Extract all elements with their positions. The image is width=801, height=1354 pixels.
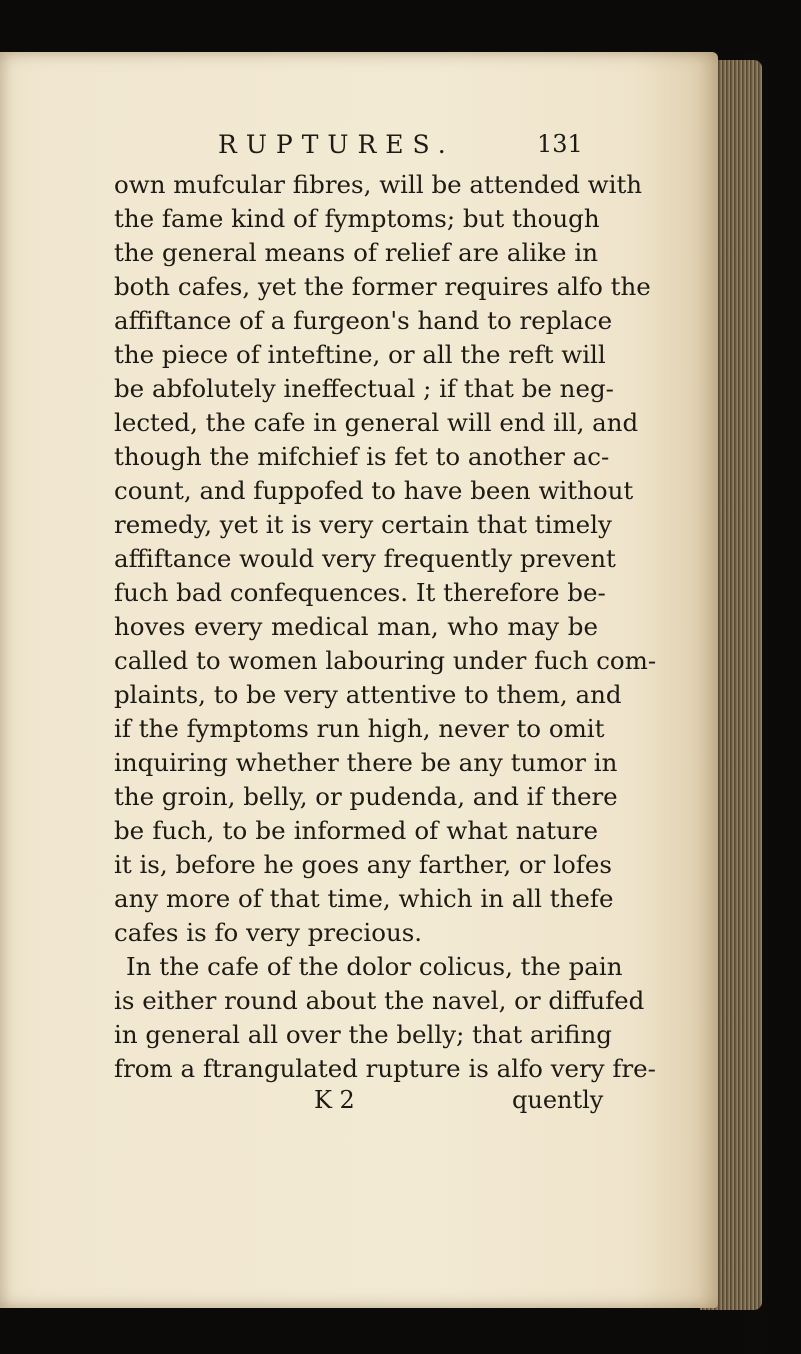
body-line: be fuch, to be informed of what nature <box>114 816 598 845</box>
body-line: inquiring whether there be any tumor in <box>114 748 618 777</box>
paragraph-start-line: In the cafe of the dolor colicus, the pain <box>126 952 623 981</box>
body-line: affiftance of a furgeon's hand to replace <box>114 306 613 335</box>
body-line: fuch bad confequences. It therefore be- <box>114 578 606 607</box>
body-line: the general means of relief are alike in <box>114 238 598 267</box>
paragraph-end-line: cafes is fo very precious. <box>114 918 423 947</box>
body-line: it is, before he goes any farther, or lofes <box>114 850 612 879</box>
body-line: the piece of inteftine, or all the reft will <box>114 340 606 369</box>
body-line: own mufcular fibres, will be attended with <box>114 170 643 199</box>
body-line: both cafes, yet the former requires alfo the <box>114 272 651 301</box>
body-line: is either round about the navel, or diffufed <box>114 986 645 1015</box>
signature-mark: K 2 <box>314 1086 355 1114</box>
body-line: the fame kind of fymptoms; but though <box>114 204 600 233</box>
body-line: in general all over the belly; that arifing <box>114 1020 612 1049</box>
body-line: the groin, belly, or pudenda, and if there <box>114 782 618 811</box>
body-line: be abfolutely ineffectual ; if that be neg- <box>114 374 614 403</box>
body-line: from a ftrangulated rupture is alfo very fre- <box>114 1054 656 1083</box>
body-line: if the fymptoms run high, never to omit <box>114 714 605 743</box>
body-line: plaints, to be very attentive to them, and <box>114 680 622 709</box>
running-head-title: RUPTURES. <box>218 130 455 159</box>
body-line: affiftance would very frequently prevent <box>114 544 616 573</box>
catchword: quently <box>512 1086 604 1114</box>
body-line: any more of that time, which in all thefe <box>114 884 614 913</box>
body-line: count, and fuppofed to have been without <box>114 476 634 505</box>
body-line: lected, the cafe in general will end ill, and <box>114 408 639 437</box>
body-line: called to women labouring under fuch com- <box>114 646 657 675</box>
body-line: remedy, yet it is very certain that timely <box>114 510 612 539</box>
body-line: though the mifchief is fet to another ac- <box>114 442 610 471</box>
running-head <box>114 128 614 168</box>
page-footer <box>114 1086 614 1120</box>
body-line: hoves every medical man, who may be <box>114 612 598 641</box>
text-block <box>114 128 657 1120</box>
page-number: 131 <box>537 130 583 158</box>
